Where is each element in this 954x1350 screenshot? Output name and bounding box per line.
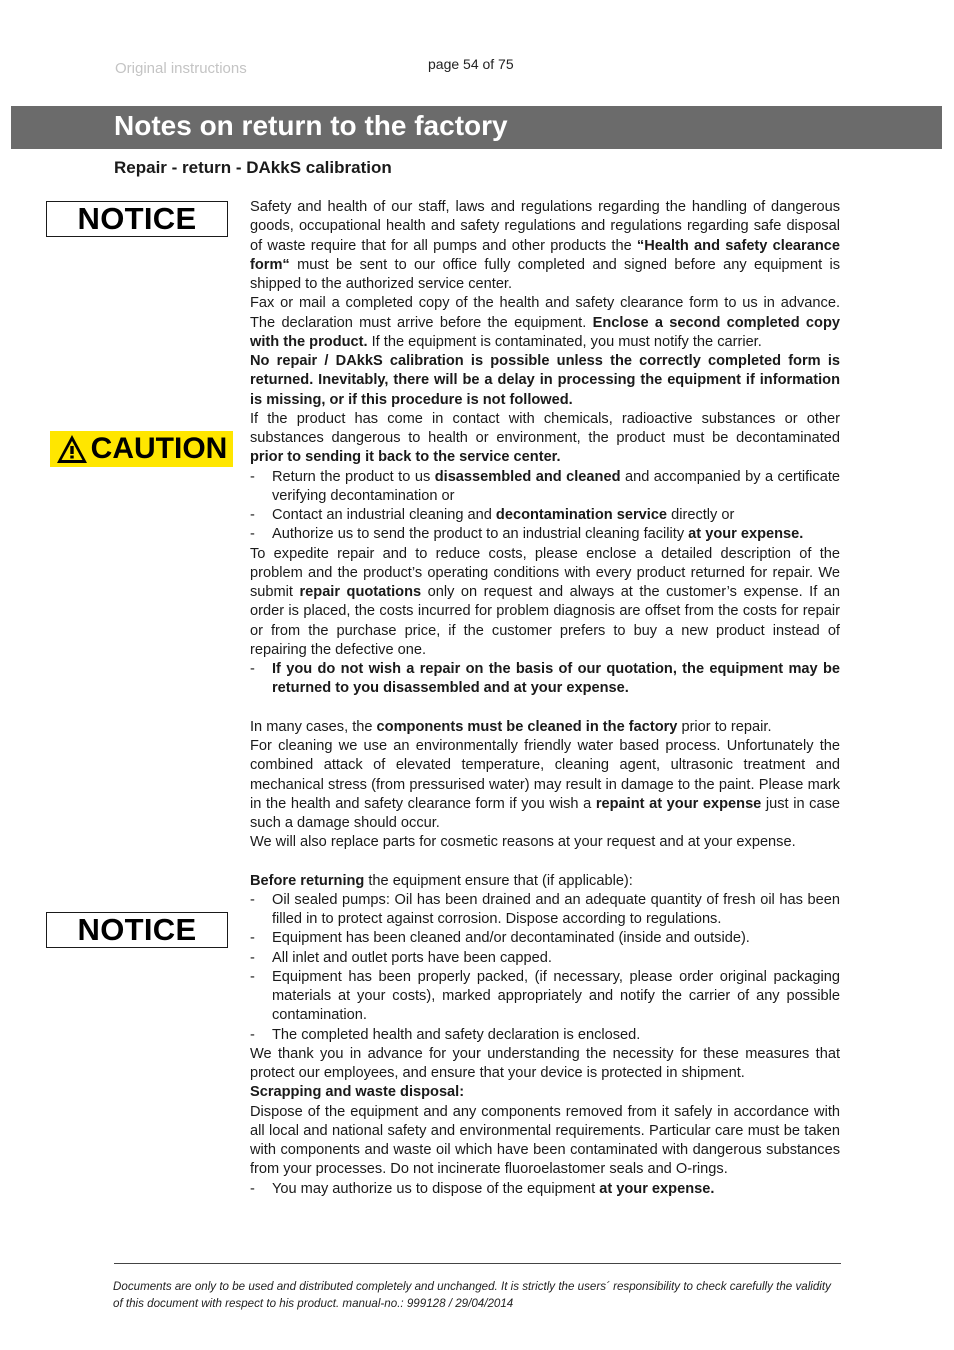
footer-disclaimer: Documents are only to be used and distributed completely and unchanged. It is strictly the users´ responsibility to check carefully the validity of this document with respect to his product. manual-no.: 999128 / 29/04/2014	[113, 1280, 831, 1310]
notice-label-2: NOTICE	[46, 912, 228, 948]
page-title: Notes on return to the factory	[114, 110, 508, 141]
list-item: - Contact an industrial cleaning and decontamination service directly or	[250, 507, 735, 523]
paragraph: Dispose of the equipment and any components removed from it safely in accordance with all local and national safety and environmental requirements. Particular care must be taken with components and waste oil which have been contaminated with dangerous substances from your processes. Do not incinerate fluoroelastomer seals and O-rings.	[250, 1103, 840, 1178]
list-item: - All inlet and outlet ports have been capped.	[250, 949, 552, 966]
section-subtitle: Repair - return - DAkkS calibration	[114, 158, 392, 177]
list-item: - Return the product to us disassembled and cleaned and accompanied by a certificate verifying decontamination or	[250, 468, 840, 504]
list-item: - You may authorize us to dispose of the equipment at your expense.	[250, 1180, 715, 1197]
paragraph: In many cases, the components must be cleaned in the factory prior to repair.	[250, 718, 772, 735]
paragraph: We will also replace parts for cosmetic reasons at your request and at your expense.	[250, 834, 796, 851]
notice-label: NOTICE	[46, 201, 228, 237]
paragraph: No repair / DAkkS calibration is possible unless the correctly completed form is returned. Inevitably, there will be a delay in processing the equipment if information is missing, or if this procedure is not followed.	[250, 353, 840, 408]
page-number: page 54 of 75	[428, 56, 514, 72]
list-item: - Equipment has been properly packed, (if necessary, please order original packaging materials at your costs), marked appropriately and notify the carrier of any possible contamination.	[250, 968, 840, 1024]
body-text	[250, 198, 840, 1199]
paragraph: Before returning the equipment ensure that (if applicable):	[250, 872, 633, 889]
caution-text: CAUTION	[90, 432, 228, 465]
list-item: - Equipment has been cleaned and/or decontaminated (inside and outside).	[250, 930, 750, 947]
list-item: - If you do not wish a repair on the basis of our quotation, the equipment may be returned to you disassembled and at your expense.	[250, 661, 840, 697]
header-original-instructions: Original instructions	[115, 60, 247, 77]
footer-divider	[114, 1263, 841, 1264]
paragraph: For cleaning we use an environmentally friendly water based process. Unfortunately the combined attack of elevated temperature, cleaning agent, ultrasonic treatment and mechanical stress (from pressurised water) may result in damage to the paint. Please mark in the health and safety clearance form if you wish a repaint at your expense just in case such a damage should occur.	[250, 738, 840, 831]
paragraph: If the product has come in contact with chemicals, radioactive substances or other substances dangerous to health or environment, the product must be decontaminated prior to sending it back to the service center.	[250, 410, 840, 466]
list-item: - The completed health and safety declaration is enclosed.	[250, 1026, 641, 1043]
caution-label	[50, 431, 233, 467]
warning-triangle-icon	[56, 434, 88, 464]
list-item: - Authorize us to send the product to an industrial cleaning facility at your expense.	[250, 526, 804, 543]
list-item: - Oil sealed pumps: Oil has been drained and an adequate quantity of fresh oil has been filled in to protect against corrosion. Dispose according to regulations.	[250, 891, 840, 927]
paragraph: Fax or mail a completed copy of the health and safety clearance form to us in advance. The declaration must arrive before the equipment. Enclose a second completed copy with the product. If the equipment is contaminated, you must notify the carrier.	[250, 295, 840, 350]
section-heading: Scrapping and waste disposal:	[250, 1084, 465, 1101]
paragraph: Safety and health of our staff, laws and regulations regarding the handling of dangerous goods, occupational health and safety regulations and regulations regarding safe disposal of waste require that for all pumps and other products the “Health and safety clearance form“ must be sent to our office fully completed and signed before any equipment is shipped to the authorized service center.	[250, 199, 840, 292]
paragraph: To expedite repair and to reduce costs, please enclose a detailed description of the problem and the product’s operating conditions with every product returned for repair. We submit repair quotations only on request and always at the customer’s expense. If an order is placed, the costs incurred for problem diagnosis are offset from the costs for repair or from the purchase price, if the customer prefers to buy a new product instead of repairing the defective one.	[250, 545, 840, 658]
paragraph: We thank you in advance for your understanding the necessity for these measures that protect our employees, and ensure that your device is protected in shipment.	[250, 1045, 840, 1081]
title-bar	[11, 106, 942, 149]
